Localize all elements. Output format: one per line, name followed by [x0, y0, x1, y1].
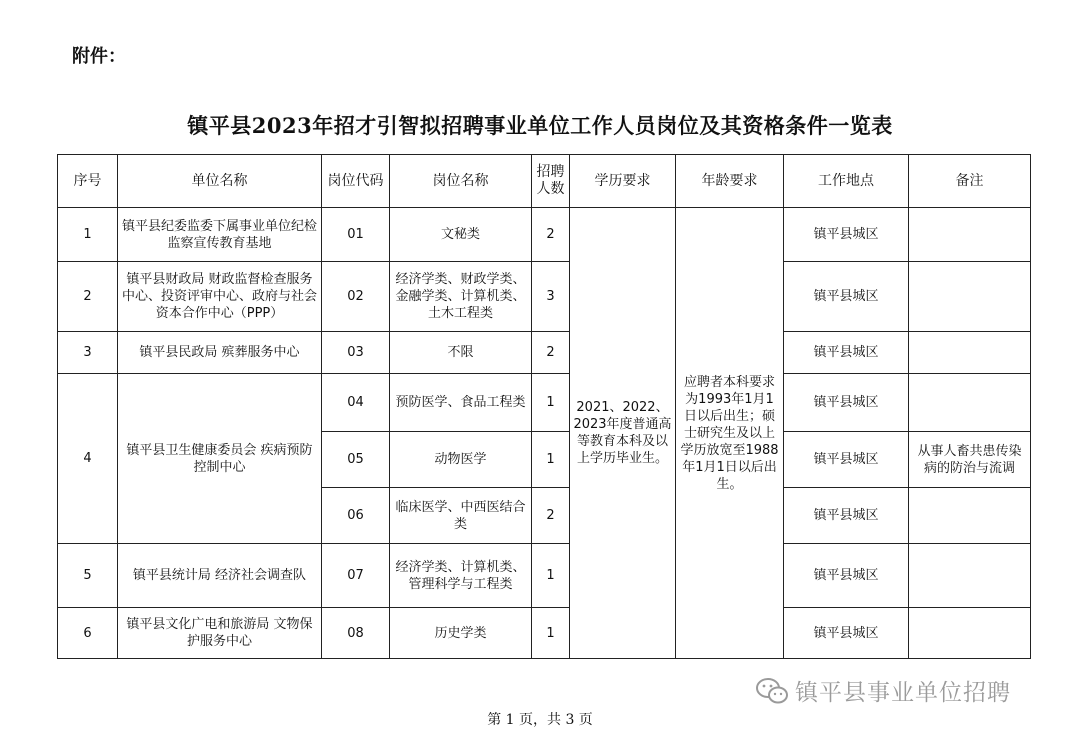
page-footer: 第 1 页，共 3 页 — [487, 712, 593, 728]
header-count: 招聘人数 — [532, 155, 570, 208]
cell-remark — [909, 208, 1031, 262]
header-code: 岗位代码 — [322, 155, 390, 208]
cell-code: 06 — [322, 488, 390, 544]
cell-position: 不限 — [390, 332, 532, 374]
cell-unit: 镇平县财政局 财政监督检查服务中心、投资评审中心、政府与社会资本合作中心（PPP） — [118, 262, 322, 332]
cell-location: 镇平县城区 — [784, 332, 909, 374]
cell-seq: 3 — [58, 332, 118, 374]
cell-remark — [909, 262, 1031, 332]
cell-code: 04 — [322, 374, 390, 432]
header-unit: 单位名称 — [118, 155, 322, 208]
header-remark: 备注 — [909, 155, 1031, 208]
cell-count: 1 — [532, 432, 570, 488]
cell-code: 01 — [322, 208, 390, 262]
cell-position: 文秘类 — [390, 208, 532, 262]
cell-location: 镇平县城区 — [784, 374, 909, 432]
cell-education-shared: 2021、2022、2023年度普通高等教育本科及以上学历毕业生。 — [570, 208, 676, 659]
cell-count: 1 — [532, 544, 570, 608]
cell-remark — [909, 488, 1031, 544]
watermark — [755, 674, 1011, 707]
header-education: 学历要求 — [570, 155, 676, 208]
cell-position: 临床医学、中西医结合类 — [390, 488, 532, 544]
cell-location: 镇平县城区 — [784, 432, 909, 488]
cell-location: 镇平县城区 — [784, 208, 909, 262]
cell-count: 2 — [532, 208, 570, 262]
cell-unit: 镇平县统计局 经济社会调查队 — [118, 544, 322, 608]
cell-position: 历史学类 — [390, 608, 532, 659]
cell-count: 2 — [532, 488, 570, 544]
table-row — [58, 374, 1031, 432]
cell-code: 07 — [322, 544, 390, 608]
watermark-text: 镇平县事业单位招聘 — [795, 680, 1011, 706]
cell-location: 镇平县城区 — [784, 262, 909, 332]
cell-remark — [909, 608, 1031, 659]
cell-position: 经济学类、财政学类、金融学类、计算机类、土木工程类 — [390, 262, 532, 332]
positions-table — [57, 154, 1031, 659]
cell-remark — [909, 544, 1031, 608]
cell-count: 2 — [532, 332, 570, 374]
document-title: 镇平县2023年招才引智拟招聘事业单位工作人员岗位及其资格条件一览表 — [187, 113, 893, 138]
header-position: 岗位名称 — [390, 155, 532, 208]
table-row — [58, 208, 1031, 262]
cell-code: 05 — [322, 432, 390, 488]
cell-unit: 镇平县纪委监委下属事业单位纪检监察宣传教育基地 — [118, 208, 322, 262]
cell-code: 08 — [322, 608, 390, 659]
cell-seq: 6 — [58, 608, 118, 659]
cell-remark — [909, 332, 1031, 374]
cell-unit: 镇平县卫生健康委员会 疾病预防控制中心 — [118, 374, 322, 544]
cell-position: 经济学类、计算机类、管理科学与工程类 — [390, 544, 532, 608]
cell-seq: 4 — [58, 374, 118, 544]
cell-count: 1 — [532, 374, 570, 432]
cell-location: 镇平县城区 — [784, 488, 909, 544]
cell-code: 03 — [322, 332, 390, 374]
cell-location: 镇平县城区 — [784, 544, 909, 608]
cell-position: 预防医学、食品工程类 — [390, 374, 532, 432]
wechat-icon — [755, 677, 789, 705]
cell-count: 3 — [532, 262, 570, 332]
cell-remark: 从事人畜共患传染病的防治与流调 — [909, 432, 1031, 488]
header-age: 年龄要求 — [676, 155, 784, 208]
cell-location: 镇平县城区 — [784, 608, 909, 659]
header-location: 工作地点 — [784, 155, 909, 208]
cell-unit: 镇平县文化广电和旅游局 文物保护服务中心 — [118, 608, 322, 659]
cell-age-shared: 应聘者本科要求为1993年1月1日以后出生；硕士研究生及以上学历放宽至1988年1月1日以后出生。 — [676, 208, 784, 659]
cell-count: 1 — [532, 608, 570, 659]
table-row — [58, 544, 1031, 608]
cell-seq: 1 — [58, 208, 118, 262]
table-header-row — [58, 155, 1031, 208]
cell-remark — [909, 374, 1031, 432]
attachment-label: 附件： — [72, 46, 126, 67]
cell-seq: 2 — [58, 262, 118, 332]
table-row — [58, 608, 1031, 659]
table-row — [58, 332, 1031, 374]
table-row — [58, 262, 1031, 332]
cell-code: 02 — [322, 262, 390, 332]
cell-seq: 5 — [58, 544, 118, 608]
header-seq: 序号 — [58, 155, 118, 208]
cell-unit: 镇平县民政局 殡葬服务中心 — [118, 332, 322, 374]
cell-position: 动物医学 — [390, 432, 532, 488]
